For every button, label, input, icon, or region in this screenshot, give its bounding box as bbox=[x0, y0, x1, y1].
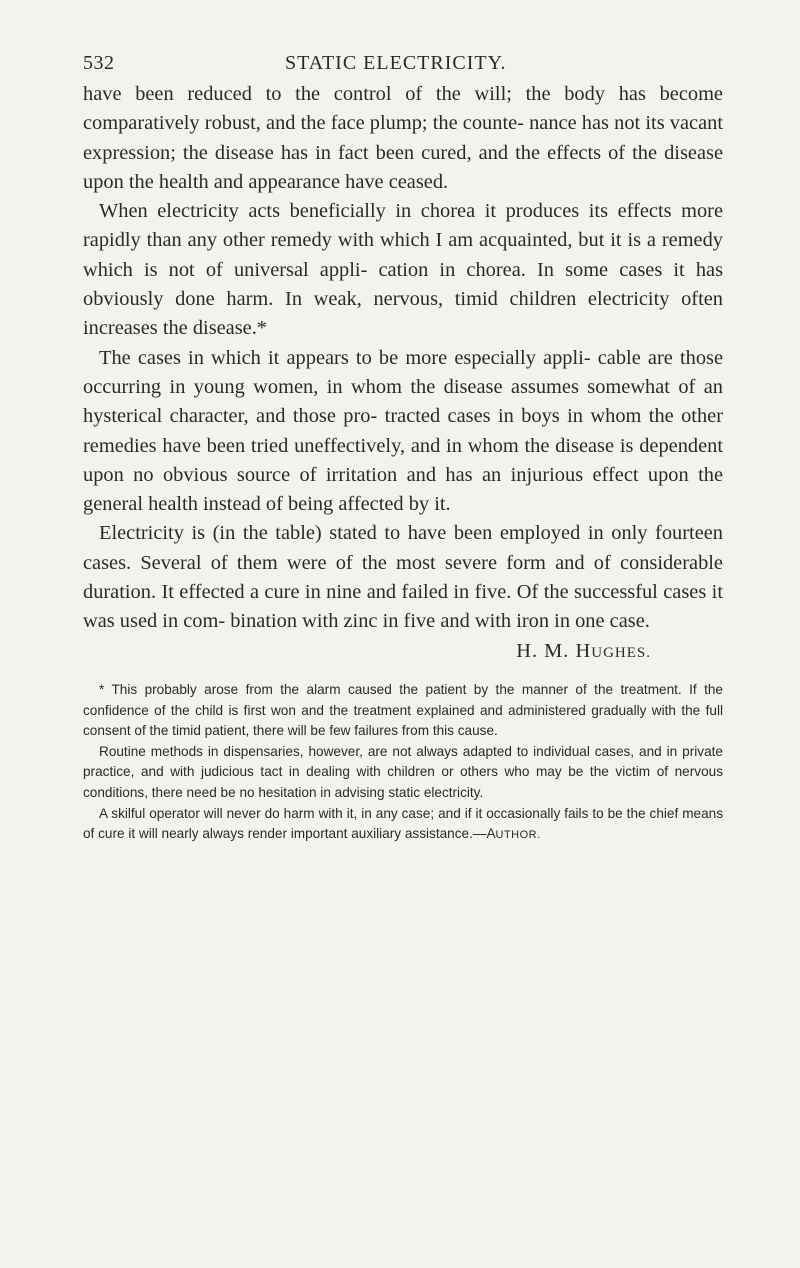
footnote-paragraph-last bbox=[83, 804, 723, 846]
book-page bbox=[83, 52, 723, 846]
signature-initials: H. M. H bbox=[516, 639, 592, 662]
signature-smallcaps: UGHES. bbox=[591, 644, 651, 661]
footnote-paragraph: Routine methods in dispensaries, however, are not always adapted to individual cases, and in private practice, and with judicious tact in dealing with children or others who may be the victim of nervous conditions, there need be no hesitation in advising static electricity. bbox=[83, 743, 723, 800]
page-number: 532 bbox=[83, 52, 115, 74]
body-paragraph: have been reduced to the control of the will; the body has become comparatively robust, and the face plump; the counte- nance has not its vacant expression; the disease has in fact been cured, and the effects of the disease upon the health and appearance have ceased. bbox=[83, 83, 723, 193]
footnote-last-text: A skilful operator will never do harm with it, in any case; and if it occasionally fails to be the chief means of cure it will nearly always render important auxiliary assistance.—A bbox=[83, 805, 723, 842]
footnote-author-smallcaps: UTHOR. bbox=[495, 829, 541, 842]
page-header bbox=[83, 52, 723, 80]
body-paragraph: The cases in which it appears to be more especially appli- cable are those occurring in young women, in whom the disease assumes somewhat of an hysterical character, and those pro- tracted cases in boys in whom the other remedies have been tried uneffectively, and in whom the disease is dependent upon no obvious source of irritation and has an injurious effect upon the general health instead of being affected by it. bbox=[83, 346, 723, 516]
author-signature bbox=[83, 637, 723, 668]
body-paragraph: Electricity is (in the table) stated to have been employed in only fourteen cases. Several of them were of the most severe form and of considerable duration. It effected a cure in nine and failed in five. Of the successful cases it was used in com- bination with zinc in five and with iron in one case. bbox=[83, 522, 723, 633]
footnote-paragraph: * This probably arose from the alarm caused the patient by the manner of the treatment. If the confidence of the child is first won and the treatment explained and administered gradually with the full consent of the timid patient, there will be few failures from this cause. bbox=[83, 681, 723, 739]
body-paragraph: When electricity acts beneficially in chorea it produces its effects more rapidly than any other remedy with which I am acquainted, but it is a remedy which is not of universal appli- cation in chorea. In some cases it has obviously done harm. In weak, nervous, timid children electricity often increases the disease.* bbox=[83, 200, 723, 340]
running-title: STATIC ELECTRICITY. bbox=[285, 52, 507, 74]
footnote bbox=[83, 680, 723, 846]
body-text bbox=[83, 80, 723, 637]
